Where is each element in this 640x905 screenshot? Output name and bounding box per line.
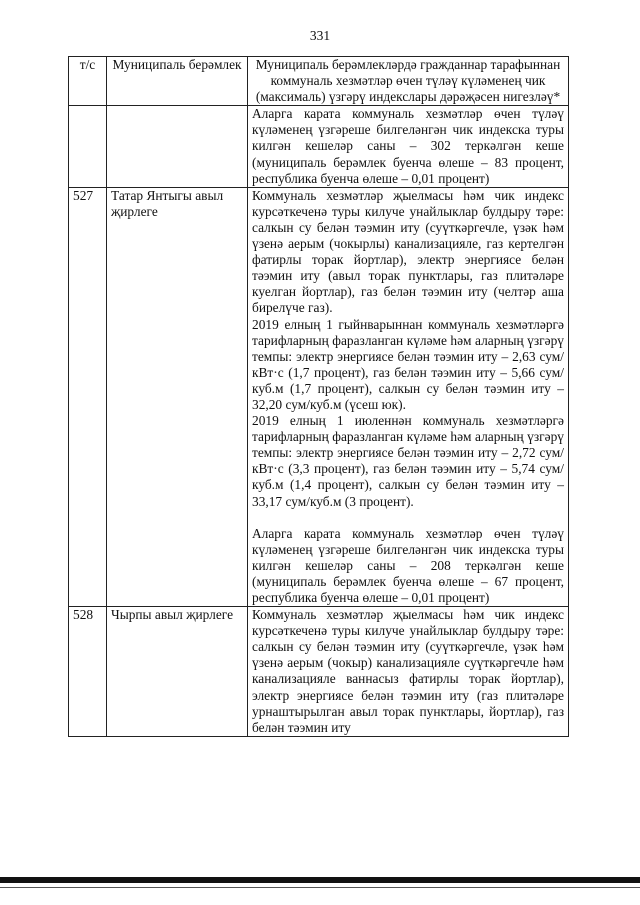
paragraph-gap <box>252 510 564 526</box>
row-528-basis: Коммуналь хезмәтләр җыелмасы һәм чик индекс курсәткеченә туры килуче унайлыклар булдыру тәре: салкын су белән тәэмин иту (суүткәргечле, үзәк һәм үзенә аерым (чокыр) канализацияле суүткәргечле һәм канализацияле ваннасыз фатирлы торак йортлар), электр энергиясе белән тәэмин иту (газ плитәләре урнаштырылган авыл торак пунктлары, йортлар), газ белән тәэмин иту <box>248 607 569 737</box>
row-527-paragraph-1: Коммуналь хезмәтләр җыелмасы һәм чик индекс курсәткеченә туры килуче унайлыклар булдыру тәре: салкын су белән тәэмин иту (суүткәргечле, үзәк һәм үзенә аерым (чокырлы) канализацияле, газ кертелгән фатирлы торак йортлар), электр энергиясе белән тәэмин иту (авыл торак пунктлары, газ плитәләре куелган йортлар), газ белән тәэмин иту (челтәр аша бирелүче газ). <box>252 187 564 316</box>
row-527-num: 527 <box>69 187 107 606</box>
table-row-528 <box>69 607 569 737</box>
row-527-paragraph-3: 2019 елның 1 июленнән коммуналь хезмәтләргә тарифларның фаразланган күләме һәм аларның үзгәрү темпы: электр энергиясе белән тәэмин иту – 2,72 сум/кВт·с (3,3 процент), газ белән тәэмин иту – 5,74 сум/куб.м (1,4 процент), салкын су белән тәэмин иту – 33,17 сум/куб.м (3 процент). <box>252 413 564 509</box>
row-527-municipality: Татар Янтыгы авыл җирлеге <box>107 187 248 606</box>
table-row-527 <box>69 187 569 606</box>
tariff-table <box>68 56 569 737</box>
continuation-text: Аларга карата коммуналь хезмәтләр өчен түләү күләменең үзгәреше билгеләнгән чик индекска туры килгән кешеләр саны – 302 теркәлгән кеше (муниципаль берәмлек буенча өлеше – 83 процент, республика буенча өлеше – 0,01 процент) <box>248 106 569 187</box>
row-528-municipality: Чырпы авыл җирлеге <box>107 607 248 737</box>
page-number: 331 <box>309 28 331 43</box>
row-527-basis <box>248 187 569 606</box>
row-527-paragraph-2: 2019 елның 1 гыйнварыннан коммуналь хезмәтләргә тарифларның фаразланган күләме һәм аларның үзгәрү темпы: электр энергиясе белән тәэмин иту – 2,63 сум/кВт·с (1,7 процент), газ белән тәэмин иту – 5,66 сум/куб.м (1,7 процент), салкын су белән тәэмин иту – 32,20 сум/куб.м (үсеш юк). <box>252 316 564 412</box>
row-528-num: 528 <box>69 607 107 737</box>
row-527-paragraph-4: Аларга карата коммуналь хезмәтләр өчен түләү күләменең үзгәреше билгеләнгән чик индекска туры килгән кешеләр саны – 208 теркәлгән кеше (муниципаль берәмлек буенча өлеше – 67 процент, республика буенча өлеше – 0,01 процент) <box>252 525 564 605</box>
cell-municipality-empty <box>107 106 248 187</box>
header-municipality: Муниципаль берәмлек <box>107 57 248 106</box>
scan-bottom-line <box>0 887 640 888</box>
header-num: т/с <box>69 57 107 106</box>
header-basis: Муниципаль берәмлекләрдә гражданнар тарафыннан коммуналь хезмәтләр өчен түләү күләменең чик (максималь) үзгәрү индекслары дәрәҗәсен нигезләү* <box>248 57 569 106</box>
table-header-row <box>69 57 569 106</box>
scan-bottom-edge <box>0 877 640 883</box>
table-row-continuation <box>69 106 569 187</box>
cell-num-empty <box>69 106 107 187</box>
